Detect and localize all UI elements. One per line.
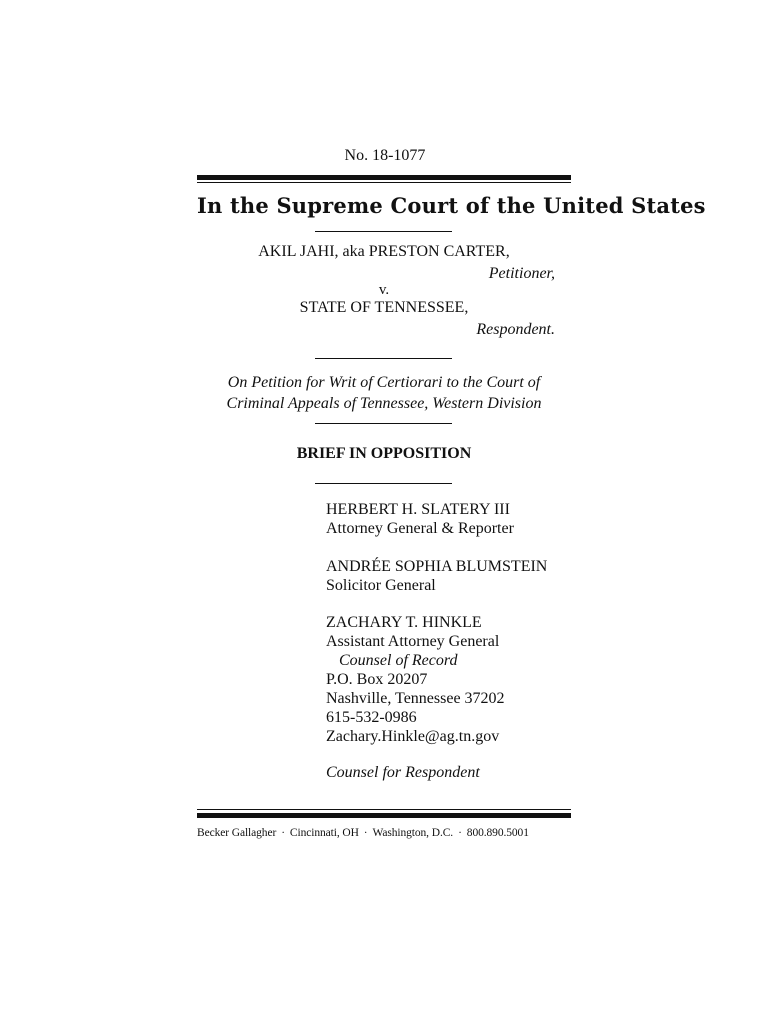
attorney2-title: Solicitor General: [326, 577, 436, 594]
respondent-name: STATE OF TENNESSEE,: [299, 299, 469, 316]
printer-location-2: Washington, D.C.: [372, 827, 454, 839]
header-thin-rule: [197, 182, 571, 183]
separator-dot: ·: [281, 827, 285, 839]
divider-rule: [315, 423, 452, 424]
counsel-for: Counsel for Respondent: [326, 764, 480, 781]
petitioner-role: Petitioner,: [488, 265, 555, 282]
counsel-of-record: Counsel of Record: [339, 652, 458, 669]
petition-line-2: Criminal Appeals of Tennessee, Western Division: [226, 395, 542, 412]
phone-number: 615-532-0986: [326, 709, 417, 726]
respondent-role: Respondent.: [476, 321, 555, 338]
separator-dot: ·: [458, 827, 462, 839]
versus: v.: [378, 282, 390, 298]
attorney3-name: ZACHARY T. HINKLE: [326, 614, 482, 631]
attorney1-name: HERBERT H. SLATERY III: [326, 501, 510, 518]
docket-number: No. 18-1077: [344, 147, 426, 164]
divider-rule: [315, 231, 452, 232]
attorney1-title: Attorney General & Reporter: [326, 520, 514, 537]
court-title: In the Supreme Court of the United States: [197, 193, 706, 218]
attorney3-title: Assistant Attorney General: [326, 633, 500, 650]
printer-footer: [197, 827, 572, 839]
po-box: P.O. Box 20207: [326, 671, 428, 688]
separator-dot: ·: [363, 827, 368, 839]
printer-phone: 800.890.5001: [466, 827, 529, 839]
header-thick-rule: [197, 175, 571, 180]
petitioner-name: AKIL JAHI, aka PRESTON CARTER,: [258, 243, 510, 260]
brief-title: BRIEF IN OPPOSITION: [296, 445, 472, 462]
email-address: Zachary.Hinkle@ag.tn.gov: [326, 728, 500, 745]
divider-rule: [315, 483, 452, 484]
city-address: Nashville, Tennessee 37202: [326, 690, 505, 707]
footer-thick-rule: [197, 813, 571, 818]
petition-line-1: On Petition for Writ of Certiorari to the Court of: [227, 374, 541, 391]
printer-location-1: Cincinnati, OH: [289, 827, 359, 839]
footer-thin-rule: [197, 809, 571, 810]
divider-rule: [315, 358, 452, 359]
attorney2-name: ANDRÉE SOPHIA BLUMSTEIN: [326, 558, 548, 575]
printer-name: Becker Gallagher: [197, 827, 277, 839]
